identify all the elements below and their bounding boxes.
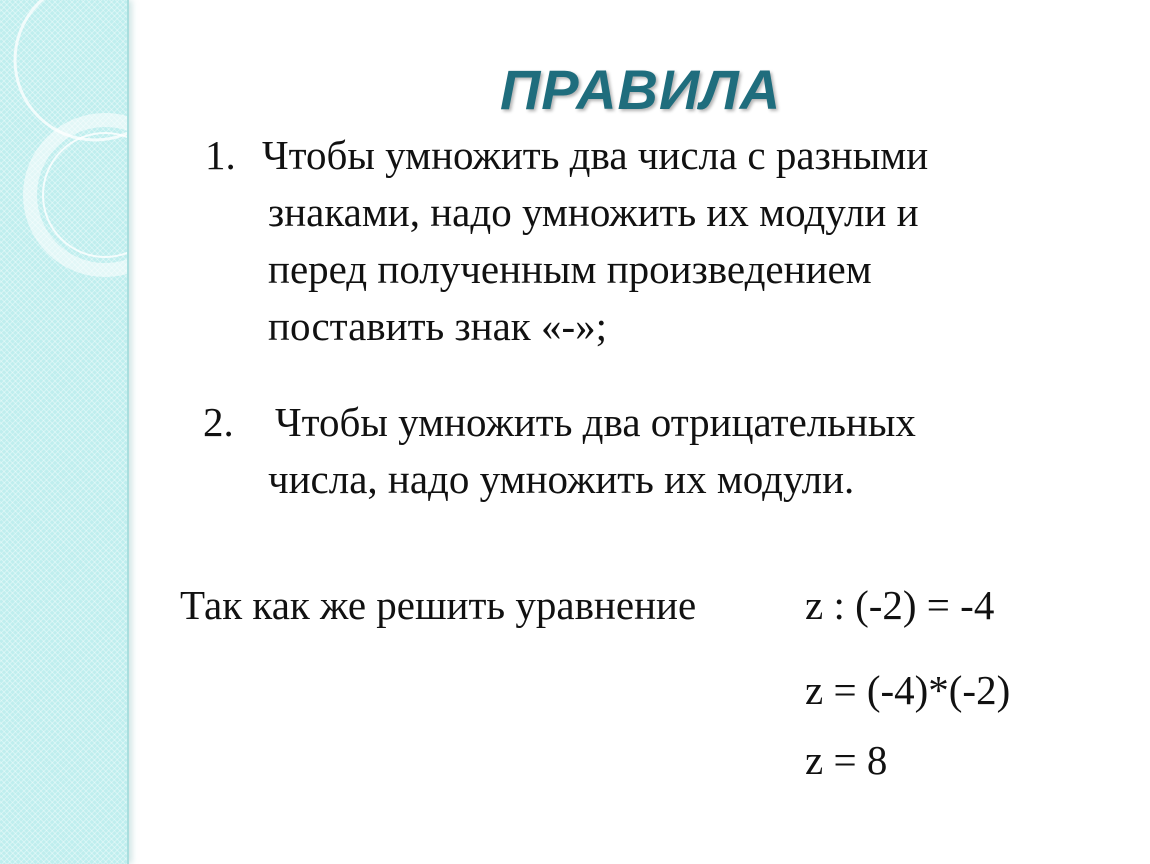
rule-1-line-2: знаками, надо умножить их модули и <box>268 189 919 235</box>
decorative-side-panel <box>0 0 129 864</box>
rule-1-line-1: Чтобы умножить два числа с разными <box>262 132 929 178</box>
rule-1-line-3: перед полученным произведением <box>268 246 872 292</box>
rule-2-number: 2. <box>203 399 234 445</box>
rule-2-line-1: Чтобы умножить два отрицательных <box>275 399 916 445</box>
equation-step-2: z = (-4)*(-2) <box>805 667 1011 713</box>
rule-2-line-2: числа, надо умножить их модули. <box>268 456 855 502</box>
equation-step-1: z : (-2) = -4 <box>805 582 995 628</box>
slide-title: ПРАВИЛА <box>500 58 782 121</box>
decorative-rings-icon <box>0 0 127 864</box>
rule-1-line-4: поставить знак «-»; <box>268 303 607 349</box>
example-prompt: Так как же решить уравнение <box>180 582 697 628</box>
rule-1-number: 1. <box>205 132 236 178</box>
equation-step-3: z = 8 <box>805 737 888 783</box>
